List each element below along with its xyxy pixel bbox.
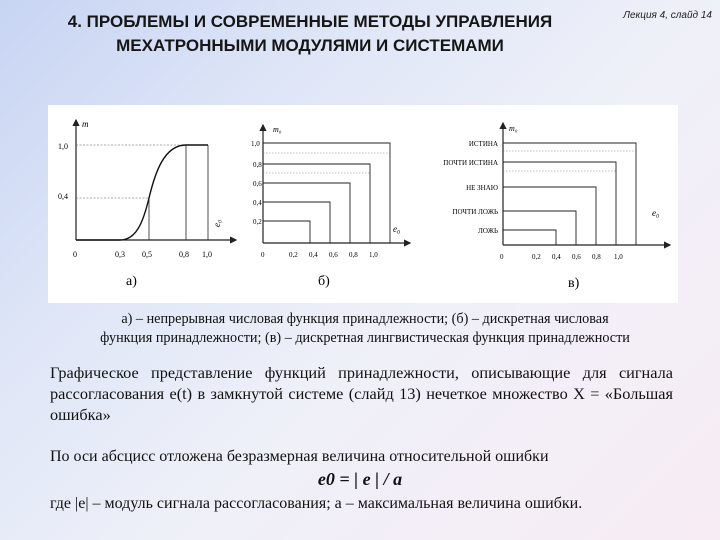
panel-c-xtick-04: 0,4 xyxy=(552,253,561,261)
panel-c-step-2 xyxy=(503,162,616,245)
panel-a xyxy=(58,119,236,289)
figure-svg xyxy=(48,105,678,303)
panel-a-xlabel: e₀ xyxy=(212,219,222,227)
panel-c-xtick-10: 1,0 xyxy=(614,253,623,261)
panel-b-ytick-10: 1,0 xyxy=(251,140,260,148)
panel-b-xtick-10: 1,0 xyxy=(369,251,378,259)
panel-b-xtick-08: 0,8 xyxy=(349,251,358,259)
abscissa-paragraph: По оси абсцисс отложена безразмерная величина относительной ошибки xyxy=(50,448,549,465)
panel-c-level-4: ПОЧТИ ЛОЖЬ xyxy=(452,208,498,216)
panel-b-ytick-04: 0,4 xyxy=(253,199,262,207)
panel-c-xtick-06: 0,6 xyxy=(572,253,581,261)
panel-c-level-2: ПОЧТИ ИСТИНА xyxy=(443,159,498,167)
panel-a-ytick-2: 0,4 xyxy=(58,192,68,201)
description-paragraph: Графическое представление функций принадлежности, описывающие для сигнала рассогласования e(t) в замкнутой системе (слайд 13) нечеткое множество X = «Большая ошибка» xyxy=(50,363,673,424)
panel-c-xtick-08: 0,8 xyxy=(592,253,601,261)
panel-b-steps xyxy=(263,143,390,243)
panel-b-step-06 xyxy=(263,183,350,243)
panel-c-steps xyxy=(503,143,636,245)
panel-c-level-3: НЕ ЗНАЮ xyxy=(466,184,498,192)
panel-c-step-3 xyxy=(503,187,596,245)
panel-a-curve xyxy=(76,145,208,240)
panel-a-ylabel: m xyxy=(82,119,89,129)
panel-a-xtick-03: 0,3 xyxy=(115,250,125,259)
panel-c-level-1: ИСТИНА xyxy=(468,140,498,148)
panel-b-xtick-04: 0,4 xyxy=(309,251,318,259)
panel-c-ylabel: m₀ xyxy=(509,124,518,133)
panel-c xyxy=(443,123,670,291)
panel-a-xtick-0: 0 xyxy=(73,250,77,259)
panel-c-step-4 xyxy=(503,211,576,245)
panel-c-xlabel: e₀ xyxy=(652,208,660,218)
panel-b-xtick-0: 0 xyxy=(261,251,265,259)
panel-b-ytick-08: 0,8 xyxy=(253,161,262,169)
panel-a-label: а) xyxy=(126,274,137,289)
panel-a-xtick-08: 0,8 xyxy=(179,250,189,259)
panel-a-ytick-1: 1,0 xyxy=(58,142,68,151)
formula: e0 = | e | / a xyxy=(317,469,403,489)
panel-b-step-02 xyxy=(263,221,310,243)
panel-b-xtick-06: 0,6 xyxy=(329,251,338,259)
panel-b xyxy=(251,125,410,289)
panel-b-ytick-02: 0,2 xyxy=(253,218,262,226)
panel-b-step-04 xyxy=(263,202,330,243)
panel-c-level-5: ЛОЖЬ xyxy=(478,227,498,235)
panel-c-label: в) xyxy=(568,276,580,291)
panel-a-xtick-10: 1,0 xyxy=(202,250,212,259)
figure-caption xyxy=(40,310,690,348)
lecture-slide-label: Лекция 4, слайд 14 xyxy=(623,10,712,21)
panel-c-step-5 xyxy=(503,230,556,245)
panel-b-xtick-02: 0,2 xyxy=(289,251,298,259)
panel-b-ytick-06: 0,6 xyxy=(253,180,262,188)
panel-b-xlabel: e₀ xyxy=(393,224,401,234)
panel-b-step-10 xyxy=(263,143,390,243)
panel-b-ylabel: m₀ xyxy=(273,125,282,134)
formula-explanation: где |e| – модуль сигнала рассогласования; a – максимальная величина ошибки. xyxy=(50,495,583,512)
membership-functions-figure xyxy=(48,105,678,303)
title-line-2: МЕХАТРОННЫМИ МОДУЛЯМИ И СИСТЕМАМИ xyxy=(116,36,504,55)
panel-c-xtick-02: 0,2 xyxy=(532,253,541,261)
caption-line-2: функция принадлежности; (в) – дискретная лингвистическая функция принадлежности xyxy=(100,330,630,346)
page-title xyxy=(0,10,620,58)
panel-b-label: б) xyxy=(318,274,330,289)
caption-line-1: а) – непрерывная числовая функция принадлежности; (б) – дискретная числовая xyxy=(121,311,609,327)
title-line-1: 4. ПРОБЛЕМЫ И СОВРЕМЕННЫЕ МЕТОДЫ УПРАВЛЕНИЯ xyxy=(67,12,553,31)
panel-b-step-08 xyxy=(263,164,370,243)
panel-c-xtick-0: 0 xyxy=(500,253,504,261)
panel-a-xtick-05: 0,5 xyxy=(142,250,152,259)
